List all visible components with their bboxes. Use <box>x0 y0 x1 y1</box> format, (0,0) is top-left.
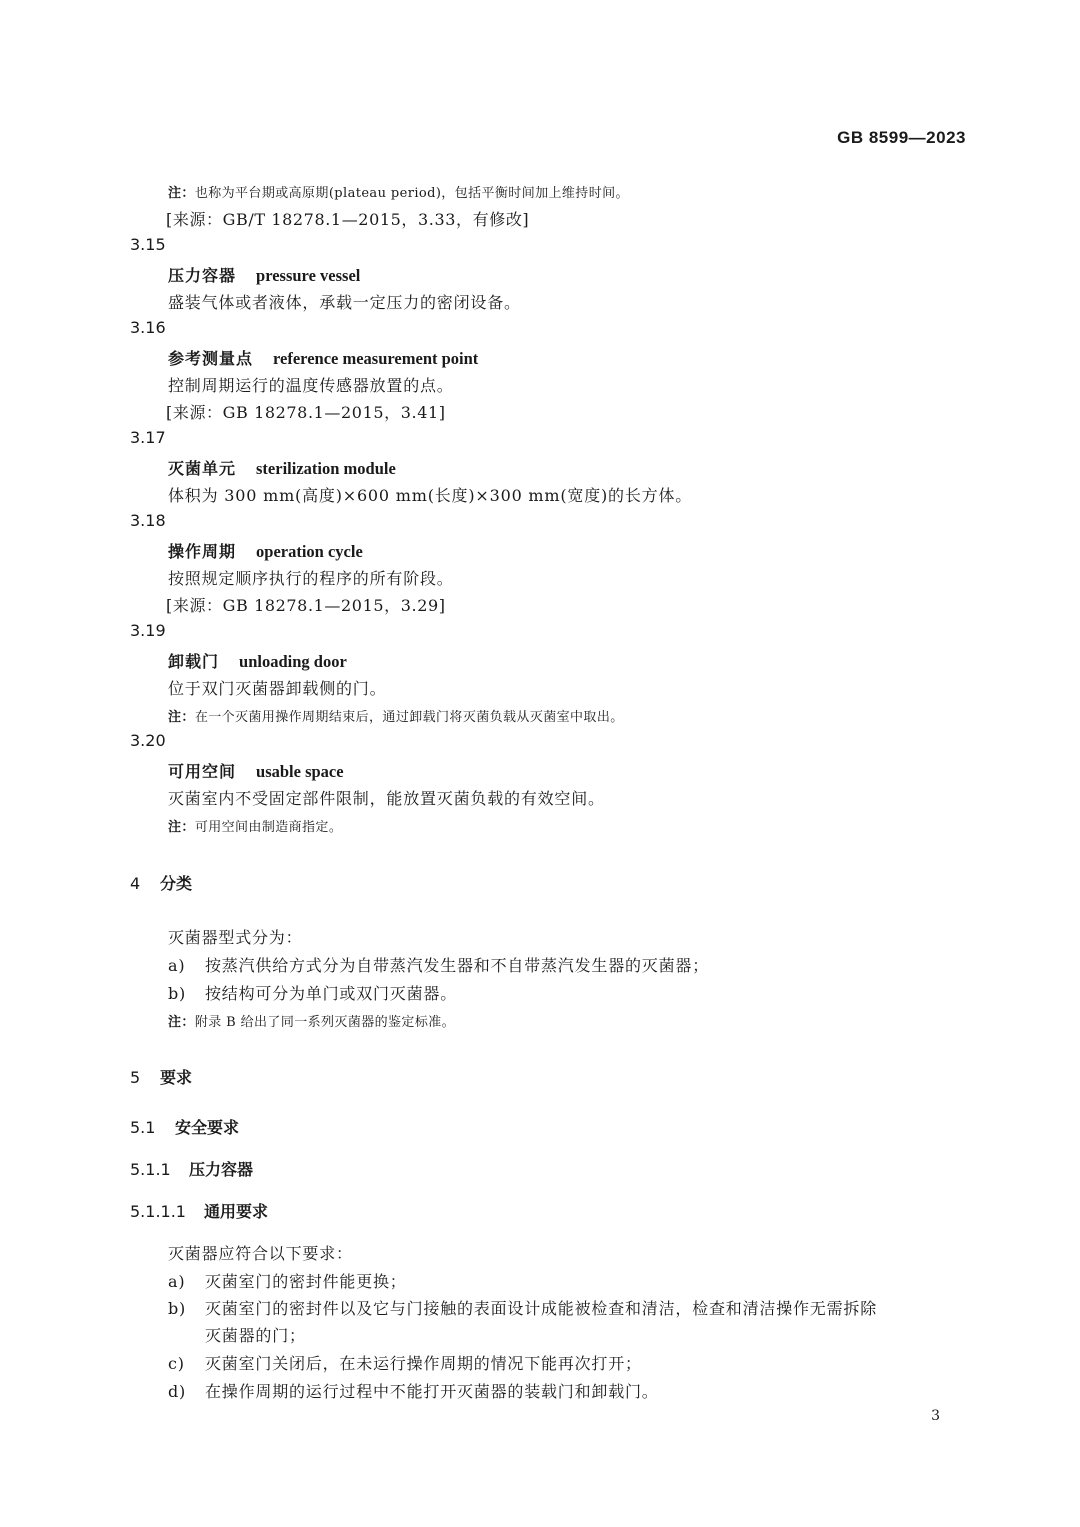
term-entry <box>168 263 360 286</box>
section-number: 4 <box>130 874 141 893</box>
definition-text: 位于双门灭菌器卸载侧的门。 <box>168 679 387 698</box>
term-entry <box>168 539 363 562</box>
section-title: 通用要求 <box>204 1202 269 1221</box>
term-zh: 压力容器 <box>168 266 237 285</box>
note <box>168 1011 455 1030</box>
section-number: 5 <box>130 1068 141 1087</box>
list-text: 在操作周期的运行过程中不能打开灭菌器的装载门和卸载门。 <box>205 1382 659 1401</box>
list-marker: b) <box>168 1299 187 1318</box>
note-label: 注： <box>168 820 195 835</box>
list-text-continuation: 灭菌器的门； <box>205 1326 306 1345</box>
term-entry <box>168 346 478 369</box>
list-text: 灭菌室门的密封件以及它与门接触的表面设计成能被检查和清洁，检查和清洁操作无需拆除 <box>205 1299 878 1318</box>
term-en: unloading door <box>239 652 347 671</box>
list-text: 按结构可分为单门或双门灭菌器。 <box>205 984 458 1003</box>
list-text: 灭菌室门的密封件能更换； <box>205 1272 407 1291</box>
note-label: 注： <box>168 186 195 201</box>
list-item <box>168 953 709 976</box>
list-item <box>168 1351 642 1374</box>
note-label: 注： <box>168 1015 195 1030</box>
note-label: 注： <box>168 710 195 725</box>
section-heading <box>130 871 192 894</box>
source-reference: [来源：GB/T 18278.1—2015，3.33，有修改] <box>166 210 530 229</box>
section-heading <box>130 1065 192 1088</box>
list-item <box>168 981 457 1004</box>
list-item <box>168 1379 659 1402</box>
definition-text: 按照规定顺序执行的程序的所有阶段。 <box>168 569 454 588</box>
term-zh: 卸载门 <box>168 652 220 671</box>
list-marker: d) <box>168 1382 187 1401</box>
term-en: usable space <box>256 762 344 781</box>
term-en: pressure vessel <box>256 266 361 285</box>
definition-text: 灭菌室内不受固定部件限制，能放置灭菌负载的有效空间。 <box>168 789 605 808</box>
section-title: 压力容器 <box>189 1160 254 1179</box>
section-heading <box>130 1157 253 1180</box>
section-title: 分类 <box>160 874 193 893</box>
section-title: 要求 <box>160 1068 193 1087</box>
definition-text: 体积为 300 mm(高度)×600 mm(长度)×300 mm(宽度)的长方体。 <box>168 486 693 505</box>
list-text: 按蒸汽供给方式分为自带蒸汽发生器和不自带蒸汽发生器的灭菌器； <box>205 956 710 975</box>
clause-number: 3.20 <box>130 731 166 750</box>
source-reference: [来源：GB 18278.1—2015，3.29] <box>166 596 446 615</box>
term-entry <box>168 759 344 782</box>
note-text: 可用空间由制造商指定。 <box>194 820 343 835</box>
note <box>168 182 629 201</box>
definition-text: 盛装气体或者液体，承载一定压力的密闭设备。 <box>168 293 521 312</box>
clause-number: 3.16 <box>130 318 166 337</box>
term-en: sterilization module <box>256 459 396 478</box>
term-zh: 操作周期 <box>168 542 237 561</box>
paragraph: 灭菌器型式分为： <box>168 928 303 947</box>
section-number: 5.1.1.1 <box>130 1202 186 1221</box>
section-title: 安全要求 <box>175 1118 240 1137</box>
page-number: 3 <box>931 1408 940 1424</box>
clause-number: 3.19 <box>130 621 166 640</box>
note <box>168 816 342 835</box>
list-marker: a) <box>168 1272 186 1291</box>
section-number: 5.1.1 <box>130 1160 171 1179</box>
note-text: 在一个灭菌用操作周期结束后，通过卸载门将灭菌负载从灭菌室中取出。 <box>194 710 624 725</box>
note-text: 附录 B 给出了同一系列灭菌器的鉴定标准。 <box>194 1015 456 1030</box>
list-marker: a) <box>168 956 186 975</box>
list-text: 灭菌室门关闭后，在未运行操作周期的情况下能再次打开； <box>205 1354 642 1373</box>
standard-number: GB 8599—2023 <box>837 128 966 147</box>
note-text: 也称为平台期或高原期(plateau period)，包括平衡时间加上维持时间。 <box>194 186 629 201</box>
clause-number: 3.15 <box>130 235 166 254</box>
section-heading <box>130 1115 239 1138</box>
source-reference: [来源：GB 18278.1—2015，3.41] <box>166 403 446 422</box>
term-entry <box>168 456 396 479</box>
section-heading <box>130 1199 268 1222</box>
term-en: operation cycle <box>256 542 363 561</box>
section-number: 5.1 <box>130 1118 156 1137</box>
list-marker: b) <box>168 984 187 1003</box>
definition-text: 控制周期运行的温度传感器放置的点。 <box>168 376 454 395</box>
term-en: reference measurement point <box>273 349 479 368</box>
clause-number: 3.17 <box>130 428 166 447</box>
term-zh: 参考测量点 <box>168 349 254 368</box>
term-zh: 灭菌单元 <box>168 459 237 478</box>
list-marker: c) <box>168 1354 185 1373</box>
term-entry <box>168 649 347 672</box>
list-item <box>168 1296 877 1319</box>
clause-number: 3.18 <box>130 511 166 530</box>
paragraph: 灭菌器应符合以下要求： <box>168 1244 353 1263</box>
term-zh: 可用空间 <box>168 762 237 781</box>
note <box>168 706 624 725</box>
list-item <box>168 1269 407 1292</box>
